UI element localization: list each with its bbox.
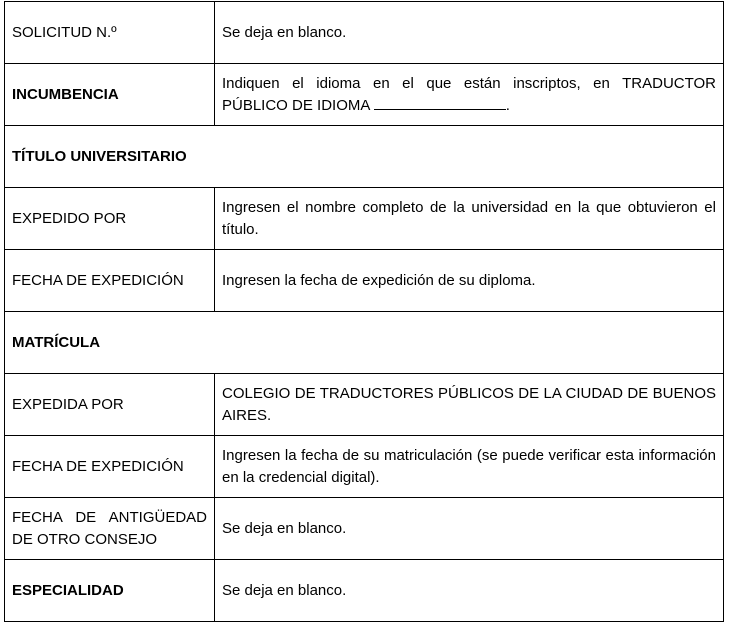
row-value: Se deja en blanco. [215,2,724,64]
table-row [5,126,724,188]
row-value: Ingresen la fecha de su matriculación (se puede verificar esta información en la credencial digital). [215,436,724,498]
value-line [222,95,716,117]
section-heading: TÍTULO UNIVERSITARIO [5,126,724,188]
form-table [4,1,724,622]
row-label: FECHA DE EXPEDICIÓN [5,250,215,312]
row-label: FECHA DE EXPEDICIÓN [5,436,215,498]
row-value [215,64,724,126]
section-heading: MATRÍCULA [5,312,724,374]
table-row [5,250,724,312]
value-suffix: . [505,96,510,114]
table-row [5,560,724,622]
table-row [5,312,724,374]
blank-fill-line [374,95,506,110]
table-row [5,436,724,498]
row-label: INCUMBENCIA [5,64,215,126]
table-row [5,64,724,126]
row-value: Ingresen el nombre completo de la universidad en la que obtuvieron el título. [215,188,724,250]
table-row [5,498,724,560]
row-label: ESPECIALIDAD [5,560,215,622]
row-value: Se deja en blanco. [215,560,724,622]
table-row [5,374,724,436]
row-label: EXPEDIDO POR [5,188,215,250]
value-line: Indiquen el idioma en el que están inscriptos, en TRADUCTOR [222,74,716,92]
row-label: EXPEDIDA POR [5,374,215,436]
table-row [5,2,724,64]
row-value: Se deja en blanco. [215,498,724,560]
row-value: Ingresen la fecha de expedición de su diploma. [215,250,724,312]
row-label: FECHA DE ANTIGÜEDAD DE OTRO CONSEJO [5,498,215,560]
row-value: COLEGIO DE TRADUCTORES PÚBLICOS DE LA CIUDAD DE BUENOS AIRES. [215,374,724,436]
row-label: SOLICITUD N.º [5,2,215,64]
table-row [5,188,724,250]
value-prefix: PÚBLICO DE IDIOMA [222,96,370,114]
